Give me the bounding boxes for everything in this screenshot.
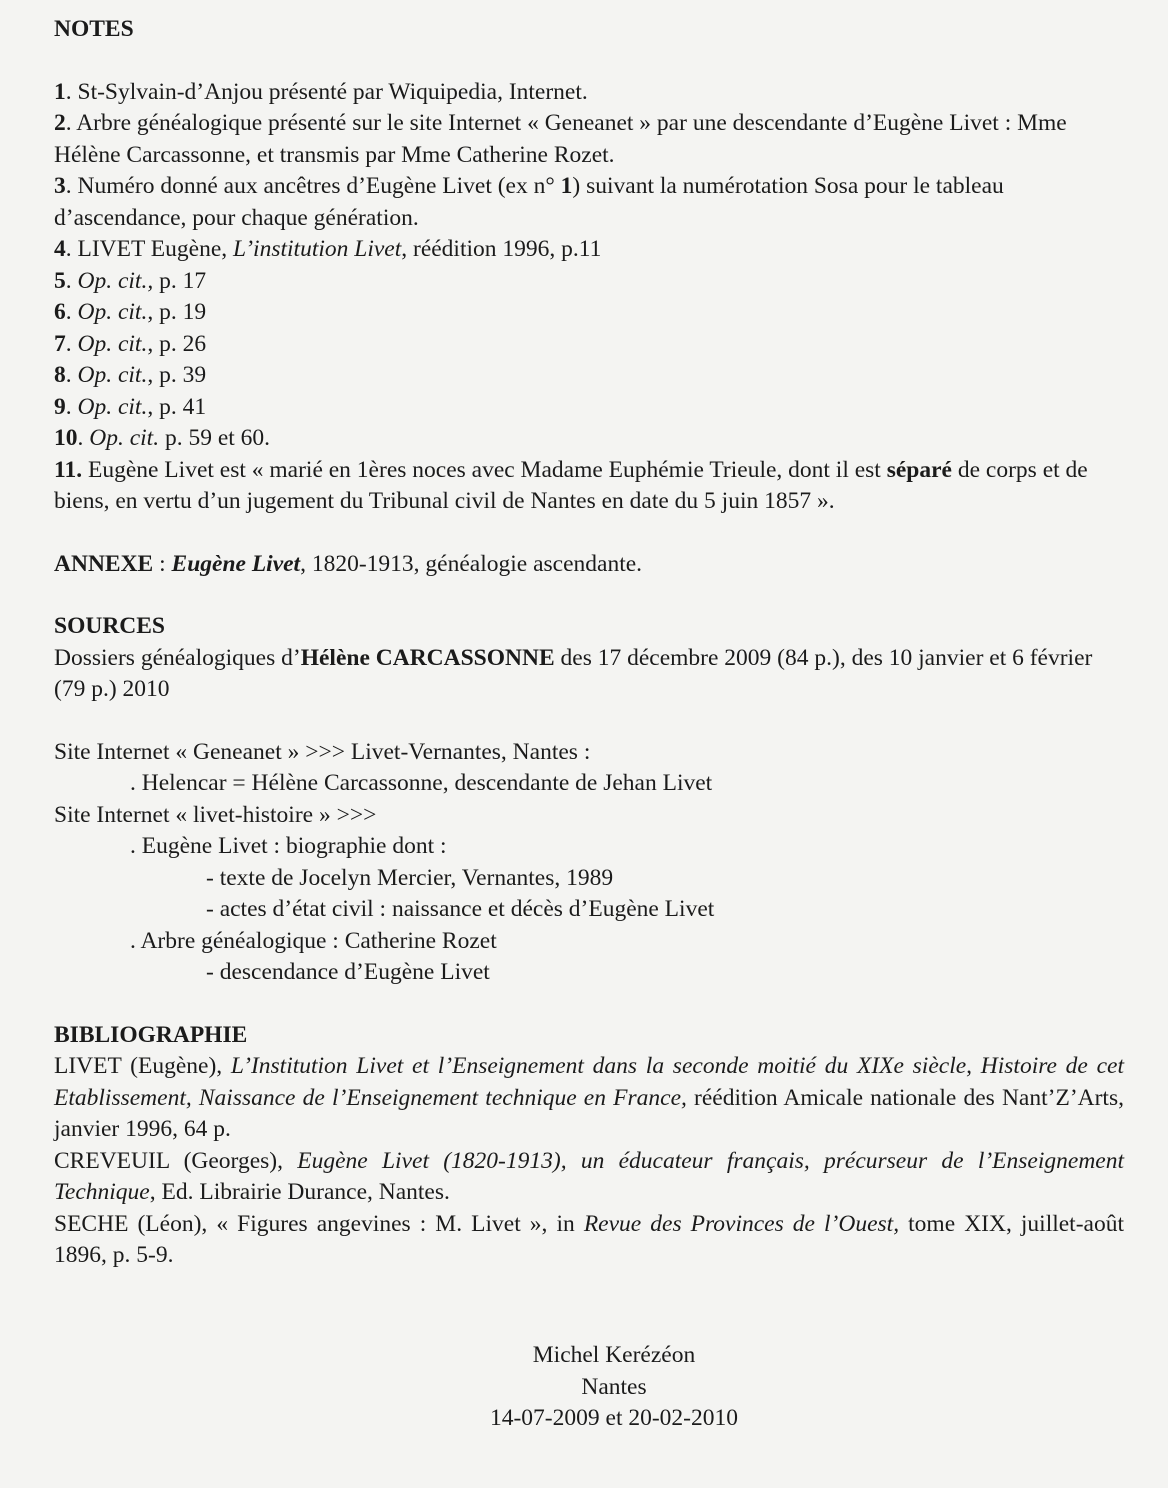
signature-dates: 14-07-2009 et 20-02-2010 [489,1405,738,1431]
note-text: , p. 19 [147,299,207,325]
notes-list [54,77,1124,518]
note-text: . [65,299,78,325]
note-item [54,360,1124,392]
note-item [54,234,1124,266]
bibliography-title: L’Institution Livet et l’Enseignement dans la seconde moitié du XIXe siècle, Histoire de cet Etablissement, Naissance de l’Enseignement technique en France, [54,1053,1124,1111]
source-line: - descendance d’Eugène Livet [206,959,490,985]
note-text-italic: Op. cit., [77,267,154,294]
spacer [54,989,1124,1020]
source-line: . Eugène Livet : biographie dont : [130,833,447,859]
spacer [54,46,1124,77]
note-text-italic: Op. cit. [77,330,148,357]
sources-heading: SOURCES [54,613,166,639]
notes-heading: NOTES [54,16,134,42]
note-text-bold: séparé [886,456,952,483]
note-text-italic: Op. cit. [89,425,160,451]
bibliography-author: CREVEUIL (Georges), [54,1147,298,1174]
bibliographie-heading: BIBLIOGRAPHIE [54,1021,248,1048]
source-line: . Arbre généalogique : Catherine Rozet [130,927,497,954]
bibliography-author: SECHE (Léon), « Figures angevines : M. Livet », in [54,1210,584,1237]
annexe-title: Eugène Livet [171,550,301,577]
note-text: . LIVET Eugène, [65,236,234,262]
note-text-italic: Op. cit. [77,299,148,325]
signature-name: Michel Kerézéon [532,1342,696,1368]
note-number: 6 [54,299,66,325]
note-text: . Arbre généalogique présenté sur le site Internet « Geneanet » par une descendante d’Eugène Livet : Mme Hélène Carcassonne, et transmis par Mme Catherine Rozet. [54,110,1067,168]
note-item [54,297,1124,329]
sources-dossiers-text: des 17 décembre 2009 (84 p.), des 10 janvier et 6 février (79 p.) 2010 [54,644,1093,702]
note-text: p. 17 [153,267,207,294]
note-text: . [65,330,78,357]
note-text: , p. 41 [147,393,207,420]
note-number: 5 [54,267,66,294]
note-item [54,455,1124,518]
note-item [54,108,1124,171]
bibliography-entry [54,1146,1124,1209]
spacer [54,518,1124,549]
source-line: Site Internet « Geneanet » >>> Livet-Vernantes, Nantes : [54,738,591,765]
note-text: , p. 39 [147,362,207,388]
note-number: 8 [54,362,66,388]
sources-dossiers-author: Hélène CARCASSONNE [300,644,555,671]
bibliography-rest: réédition Amicale nationale des Nant’Z’Arts, janvier 1996, 64 p. [54,1084,1124,1142]
source-line: . Helencar = Hélène Carcassonne, descendante de Jehan Livet [130,770,713,796]
note-text: . [65,393,78,420]
note-item [54,77,1124,109]
bibliography-rest: tome XIX, juillet-août 1896, p. 5-9. [54,1210,1125,1268]
note-text: . [77,425,90,451]
source-line: - actes d’état civil : naissance et décès d’Eugène Livet [206,896,715,922]
note-text: . [65,362,78,388]
note-item [54,392,1124,424]
note-number: 10 [54,425,78,451]
note-text-italic: L’institution Livet [233,236,402,262]
signature-block [0,1340,1168,1435]
spacer [54,580,1124,611]
note-number: 3 [54,173,66,199]
bibliography-title: Eugène Livet (1820-1913), un éducateur français, précurseur de l’Enseignement Technique [54,1147,1125,1205]
bibliography-entry [54,1051,1124,1146]
annexe-line [54,549,1124,581]
note-item [54,171,1124,234]
bibliography-entry [54,1209,1124,1272]
bibliography-rest: , Ed. Librairie Durance, Nantes. [149,1179,450,1205]
annexe-separator: : [153,550,172,577]
note-text: de corps et de biens, en vertu d’un jugement du Tribunal civil de Nantes en date du 5 juin 1857 ». [54,456,1088,514]
note-text: , p. 26 [147,330,207,357]
note-text-bold: 1 [560,173,573,199]
note-text: . Numéro donné aux ancêtres d’Eugène Livet (ex n° [65,173,561,199]
note-item [54,329,1124,361]
note-text-italic: Op. cit. [77,393,148,420]
note-number: 11. [54,456,83,483]
source-line: Site Internet « livet-histoire » >>> [54,801,377,828]
signature-city: Nantes [581,1373,647,1400]
document-page [54,14,1124,1272]
note-text-italic: Op. cit. [77,362,148,388]
note-text: Eugène Livet est « marié en 1ères noces avec Madame Euphémie Trieule, dont il est [82,456,887,483]
note-number: 4 [54,236,66,262]
note-item [54,266,1124,298]
note-text: . [65,267,78,294]
note-text: . St-Sylvain-d’Anjou présenté par Wiquipedia, Internet. [65,78,588,105]
note-number: 2 [54,110,66,136]
note-number: 1 [54,78,66,105]
bibliography-title: Revue des Provinces de l’Ouest, [583,1210,900,1237]
sources-dossiers [54,643,1124,706]
spacer [54,706,1124,737]
annexe-rest: , 1820-1913, généalogie ascendante. [300,550,643,577]
note-text: p. 59 et 60. [159,425,271,451]
note-item [54,423,1124,455]
note-number: 9 [54,393,66,420]
annexe-label: ANNEXE [54,550,154,577]
note-text: ) suivant la numérotation Sosa pour le tableau d’ascendance, pour chaque génération. [54,173,1004,231]
note-text: , réédition 1996, p.11 [401,236,602,262]
source-line: - texte de Jocelyn Mercier, Vernantes, 1989 [206,864,614,891]
note-number: 7 [54,330,66,357]
sources-dossiers-text: Dossiers généalogiques d’ [54,644,301,671]
bibliography-author: LIVET (Eugène), [54,1053,231,1079]
